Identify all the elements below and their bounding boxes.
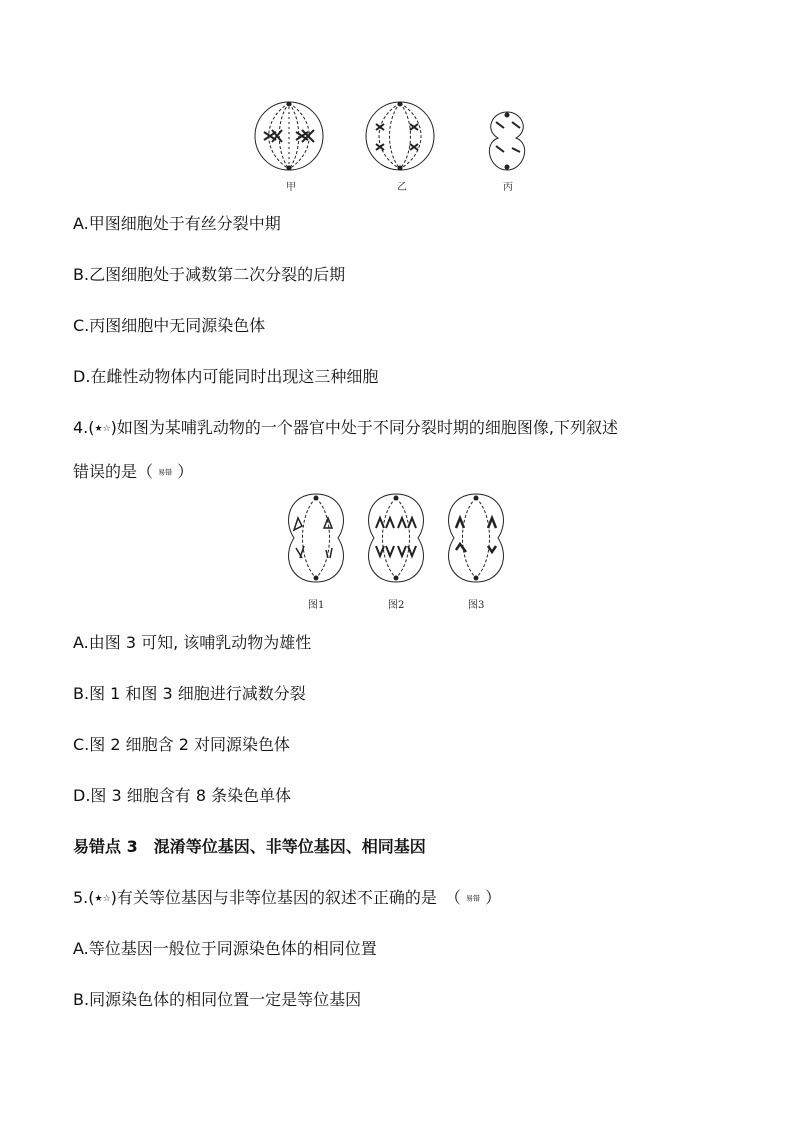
cell-bing bbox=[489, 112, 524, 170]
q4-stem-line2: 错误的是（ 易错 ） bbox=[73, 462, 194, 481]
cell-jia bbox=[255, 102, 323, 170]
q3-option-d: D.在雌性动物体内可能同时出现这三种细胞 bbox=[73, 367, 379, 386]
q5-number: 5. bbox=[73, 888, 89, 907]
q4-number: 4. bbox=[73, 418, 89, 437]
q4-option-a: A.由图 3 可知, 该哺乳动物为雄性 bbox=[73, 633, 312, 652]
cell-fig2 bbox=[369, 494, 424, 582]
label-yi: 乙 bbox=[397, 182, 407, 193]
label-fig1: 图1 bbox=[308, 600, 325, 611]
q5-option-a: A.等位基因一般位于同源染色体的相同位置 bbox=[73, 939, 377, 958]
q4-option-c: C.图 2 细胞含 2 对同源染色体 bbox=[73, 735, 290, 754]
cell-fig3 bbox=[449, 494, 504, 582]
label-bing: 丙 bbox=[503, 182, 513, 193]
q5-stem: 5.(★☆)有关等位基因与非等位基因的叙述不正确的是 （ 易错 ） bbox=[73, 888, 502, 907]
q4-option-d: D.图 3 细胞含有 8 条染色单体 bbox=[73, 786, 292, 805]
q4-stem-text: )如图为某哺乳动物的一个器官中处于不同分裂时期的细胞图像,下列叙述 bbox=[110, 418, 618, 437]
difficulty-stars-icon: ★☆ bbox=[94, 894, 111, 904]
q4-tag: 易错 bbox=[158, 468, 173, 477]
label-fig3: 图3 bbox=[468, 600, 485, 611]
q4-open-paren: ( bbox=[88, 418, 95, 437]
label-jia: 甲 bbox=[286, 182, 296, 193]
label-fig2: 图2 bbox=[388, 600, 405, 611]
cell-yi bbox=[366, 102, 434, 170]
section-title: 易错点 3 混淆等位基因、非等位基因、相同基因 bbox=[73, 837, 426, 856]
cell-fig1 bbox=[289, 494, 344, 582]
q3-option-a: A.甲图细胞处于有丝分裂中期 bbox=[73, 214, 281, 233]
q3-option-c: C.丙图细胞中无同源染色体 bbox=[73, 316, 266, 335]
q4-stem-line1 bbox=[73, 417, 618, 440]
q5-option-b: B.同源染色体的相同位置一定是等位基因 bbox=[73, 990, 362, 1009]
cell-division-figure-2 bbox=[280, 490, 520, 615]
cell-division-figure-1 bbox=[252, 100, 552, 196]
q5-tag: 易错 bbox=[466, 894, 480, 903]
q3-option-b: B.乙图细胞处于减数第二次分裂的后期 bbox=[73, 265, 346, 284]
q4-option-b: B.图 1 和图 3 细胞进行减数分裂 bbox=[73, 684, 306, 703]
difficulty-stars-icon: ★☆ bbox=[94, 424, 111, 434]
